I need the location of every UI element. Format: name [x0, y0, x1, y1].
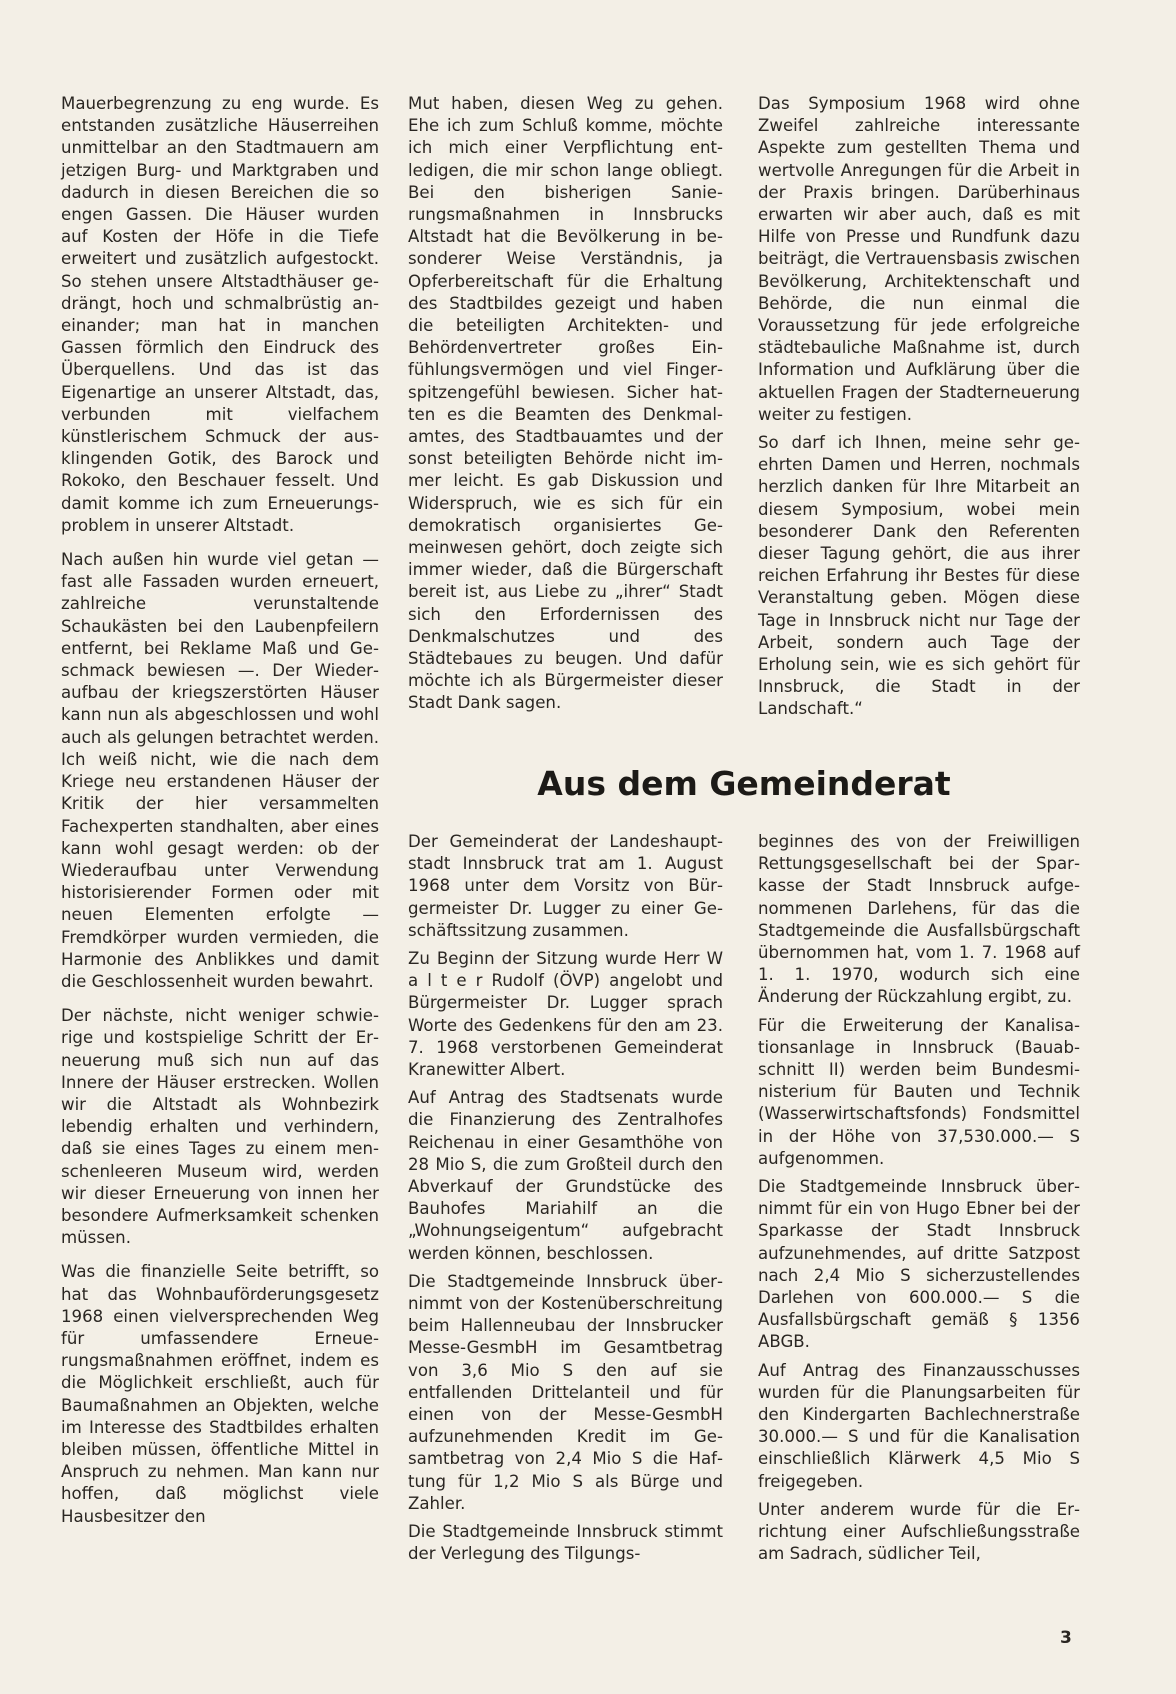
- column-1: [61, 93, 379, 1540]
- column-2: [408, 93, 723, 727]
- paragraph: beginnes des von der Freiwilligen Rettungsgesellschaft bei der Sparkasse der Stadt Innsbruck aufgenommenen Darlehens, für das die Stadtgemeinde die Ausfallsbürgschaft übernommen hat, vom 1. 7. 1968 auf 1. 1. 1970, wodurch sich eine Änderung der Rückzahlung ergibt, zu.: [758, 832, 1080, 1007]
- paragraph: Der nächste, nicht weniger schwierige und kostspielige Schritt der Erneuerung muß sich nun auf das Innere der Häuser erstrecken. Wollen wir die Altstadt als Wohnbezirk lebendig erhalten und verhindern, daß sie eines Tages zu einem menschenleeren Museum wird, werden wir dieser Erneuerung von innen her besondere Aufmerksamkeit schenken müssen.: [61, 1006, 379, 1248]
- paragraph: Auf Antrag des Finanzausschusses wurden für die Planungsarbeiten für den Kindergarten Bachlechnerstraße 30.000.— S und für die Kanalisation einschließlich Klärwerk 4,5 Mio S freigegeben.: [758, 1360, 1080, 1491]
- paragraph: So darf ich Ihnen, meine sehr geehrten Damen und Herren, nochmals herzlich danken für Ihre Mitarbeit an diesem Symposium, wobei mein besonderer Dank den Referenten dieser Tagung gehört, die aus ihrer reichen Erfahrung ihr Bestes für diese Veranstaltung geben. Mögen diese Tage in Innsbruck nicht nur Tage der Arbeit, sondern auch Tage der Erholung sein, wie es sich gehört für Innsbruck, die Stadt in der Landschaft.“: [758, 433, 1080, 719]
- column-5: [758, 831, 1080, 1572]
- paragraph: Die Stadtgemeinde Innsbruck stimmt der Verlegung des Tilgungs-: [408, 1522, 723, 1564]
- page-number: 3: [1060, 1628, 1072, 1648]
- paragraph: Das Symposium 1968 wird ohne Zweifel zahlreiche interessante Aspekte zum gestellten Thema und wertvolle Anregungen für die Arbeit in der Praxis bringen. Darüberhinaus erwarten wir aber auch, daß es mit Hilfe von Presse und Rundfunk dazu beiträgt, die Vertrauensbasis zwischen Bevölkerung, Architektenschaft und Behörde, die nun einmal die Voraussetzung für jede erfolgreiche städtebauliche Maßnahme ist, durch Information und Aufklärung über die aktuellen Fragen der Stadterneuerung weiter zu festigen.: [758, 94, 1080, 424]
- column-4: [408, 831, 723, 1572]
- paragraph: Die Stadtgemeinde Innsbruck übernimmt von der Kostenüberschreitung beim Hallenneubau der Innsbrucker Messe-GesmbH im Gesamtbetrag von 3,6 Mio S den auf sie entfallenden Drittelanteil und für einen von der Messe-GesmbH aufzunehmenden Kredit im Gesamtbetrag von 2,4 Mio S die Haftung für 1,2 Mio S als Bürge und Zahler.: [408, 1271, 723, 1513]
- paragraph: Was die finanzielle Seite betrifft, so hat das Wohnbauförderungsgesetz 1968 einen vielversprechenden Weg für umfassendere Erneuerungsmaßnahmen eröffnet, indem es die Möglichkeit erschließt, auch für Baumaßnahmen an Objekten, welche im Interesse des Stadtbildes erhalten bleiben müssen, öffentliche Mittel in Anspruch zu nehmen. Man kann nur hoffen, daß möglichst viele Hausbesitzer den: [61, 1262, 379, 1526]
- paragraph: Auf Antrag des Stadtsenats wurde die Finanzierung des Zentralhofes Reichenau in einer Gesamthöhe von 28 Mio S, die zum Großteil durch den Abverkauf der Grundstücke des Bauhofes Mariahilf an die „Wohnungseigentum“ aufgebracht werden können, beschlossen.: [408, 1088, 723, 1263]
- paragraph: Mut haben, diesen Weg zu gehen. Ehe ich zum Schluß komme, möchte ich mich einer Verpflichtung entledigen, die mir schon lange obliegt. Bei den bisherigen Sanierungsmaßnahmen in Innsbrucks Altstadt hat die Bevölkerung in besonderer Weise Verständnis, ja Opferbereitschaft für die Erhaltung des Stadtbildes gezeigt und haben die beteiligten Architekten- und Behördenvertreter großes Einfühlungsvermögen und viel Fingerspitzengefühl bewiesen. Sicher hatten es die Beamten des Denkmalamtes, des Stadtbauamtes und der sonst beteiligten Behörde nicht immer leicht. Es gab Diskussion und Widerspruch, wie es sich für ein demokratisch organisiertes Gemeinwesen gehört, doch zeigte sich immer wieder, daß die Bürgerschaft bereit ist, aus Liebe zu „ihrer“ Stadt sich den Erfordernissen des Denkmalschutzes und des Städtebaues zu beugen. Und dafür möchte ich als Bürgermeister dieser Stadt Dank sagen.: [408, 94, 723, 713]
- paragraph: Für die Erweiterung der Kanalisationsanlage in Innsbruck (Bauabschnitt II) werden beim Bundesministerium für Bauten und Technik (Wasserwirtschaftsfonds) Fondsmittel in der Höhe von 37,530.000.— S aufgenommen.: [758, 1015, 1080, 1168]
- section-heading: Aus dem Gemeinderat: [537, 764, 951, 803]
- paragraph: Unter anderem wurde für die Errichtung einer Aufschließungsstraße am Sadrach, südlicher Teil,: [758, 1499, 1080, 1564]
- paragraph: Mauerbegrenzung zu eng wurde. Es entstanden zusätzliche Häuserreihen unmittelbar an den Stadtmauern am jetzigen Burg- und Marktgraben und dadurch in diesen Bereichen die so engen Gassen. Die Häuser wurden auf Kosten der Höfe in die Tiefe erweitert und zusätzlich aufgestockt. So stehen unsere Altstadthäuser gedrängt, hoch und schmalbrüstig aneinander; man hat in manchen Gassen förmlich den Eindruck des Überquellens. Und das ist das Eigenartige an unserer Altstadt, das, verbunden mit vielfachem künstlerischem Schmuck der ausklingenden Gotik, des Barock und Rokoko, den Beschauer fesselt. Und damit komme ich zum Erneuerungsproblem in unserer Altstadt.: [61, 94, 379, 535]
- paragraph: Der Gemeinderat der Landeshauptstadt Innsbruck trat am 1. August 1968 unter dem Vorsitz von Bürgermeister Dr. Lugger zu einer Geschäftssitzung zusammen.: [408, 832, 723, 940]
- paragraph: Zu Beginn der Sitzung wurde Herr W a l t e r Rudolf (ÖVP) angelobt und Bürgermeister Dr. Lugger sprach Worte des Gedenkens für den am 23. 7. 1968 verstorbenen Gemeinderat Kranewitter Albert.: [408, 949, 723, 1080]
- paragraph: Nach außen hin wurde viel getan — fast alle Fassaden wurden erneuert, zahlreiche verunstaltende Schaukästen bei den Laubenpfeilern entfernt, bei Reklame Maß und Geschmack bewiesen —. Der Wiederaufbau der kriegszerstörten Häuser kann nun als abgeschlossen und wohl auch als gelungen betrachtet werden. Ich weiß nicht, wie die nach dem Kriege neu erstandenen Häuser der Kritik der hier versammelten Fachexperten standhalten, aber eines kann wohl gesagt werden: ob der Wiederaufbau unter Verwendung historisierender Formen oder mit neuen Elementen erfolgte — Fremdkörper wurden vermieden, die Harmonie des Anblikkes und damit die Geschlossenheit wurden bewahrt.: [61, 550, 379, 991]
- column-3: [758, 93, 1080, 733]
- paragraph: Die Stadtgemeinde Innsbruck übernimmt für ein von Hugo Ebner bei der Sparkasse der Stadt Innsbruck aufzunehmendes, auf dritte Satzpost nach 2,4 Mio S sicherzustellendes Darlehen von 600.000.— S die Ausfallsbürgschaft gemäß § 1356 ABGB.: [758, 1177, 1080, 1352]
